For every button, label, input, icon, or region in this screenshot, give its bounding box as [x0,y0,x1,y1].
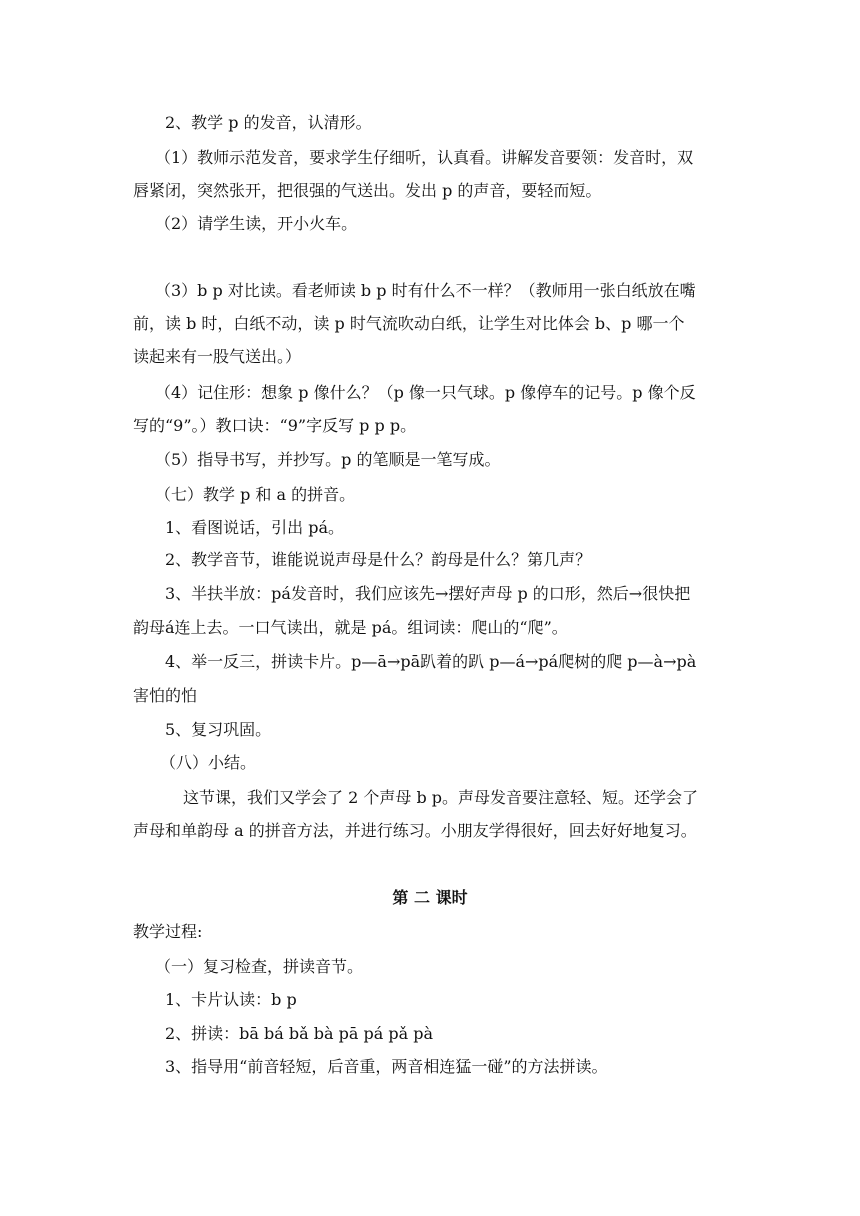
paragraph-line: 前，读 b 时，白纸不动，读 p 时气流吹动白纸，让学生对比体会 b、p 哪一个 [133,314,685,333]
section-heading: （七）教学 p 和 a 的拼音。 [155,485,356,504]
paragraph-line: 害怕的怕 [133,686,198,705]
paragraph-line: （1）教师示范发音，要求学生仔细听，认真看。讲解发音要领：发音时，双 [155,148,694,167]
paragraph-line: 2、教学 p 的发音，认清形。 [165,113,372,132]
paragraph-line: 读起来有一股气送出。） [133,347,302,366]
paragraph-line: （4）记住形：想象 p 像什么？（p 像一只气球。p 像停车的记号。p 像个反 [155,383,696,402]
paragraph-line: 这节课，我们又学会了 2 个声母 b p。声母发音要注意轻、短。还学会了 [183,788,699,807]
paragraph-line: （5）指导书写，并抄写。p 的笔顺是一笔写成。 [155,450,501,469]
paragraph-line: 教学过程: [133,922,203,941]
lesson-title: 第 二 课时 [392,888,468,907]
paragraph-line: 5、复习巩固。 [165,720,272,739]
paragraph-line: （2）请学生读，开小火车。 [155,214,358,233]
paragraph-line: 韵母á连上去。一口气读出，就是 pá。组词读：爬山的“爬”。 [133,618,568,637]
paragraph-line: 1、卡片认读：b p [165,990,297,1009]
paragraph-line: 3、半扶半放：pá发音时，我们应该先→摆好声母 p 的口形，然后→很快把 [165,584,691,603]
paragraph-line: 唇紧闭，突然张开，把很强的气送出。发出 p 的声音，要轻而短。 [133,181,602,200]
section-heading: （一）复习检查，拼读音节。 [155,957,364,976]
paragraph-line: 2、教学音节，谁能说说声母是什么？韵母是什么？第几声？ [165,550,592,569]
paragraph-line: 1、看图说话，引出 pá。 [165,518,345,537]
paragraph-line: 2、拼读：bā bá bǎ bà pā pá pǎ pà [165,1024,434,1043]
paragraph-line: 声母和单韵母 a 的拼音方法，并进行练习。小朋友学得很好，回去好好地复习。 [133,821,697,840]
paragraph-line: 3、指导用“前音轻短，后音重，两音相连猛一碰”的方法拼读。 [165,1057,608,1076]
section-heading: （八）小结。 [160,753,257,772]
paragraph-line: 写的“9”。）教口诀：“9”字反写 p p p。 [133,416,417,435]
paragraph-line: （3）b p 对比读。看老师读 b p 时有什么不一样？（教师用一张白纸放在嘴 [155,281,696,300]
paragraph-line: 4、举一反三，拼读卡片。p—ā→pā趴着的趴 p—á→pá爬树的爬 p—à→pà [165,652,697,671]
